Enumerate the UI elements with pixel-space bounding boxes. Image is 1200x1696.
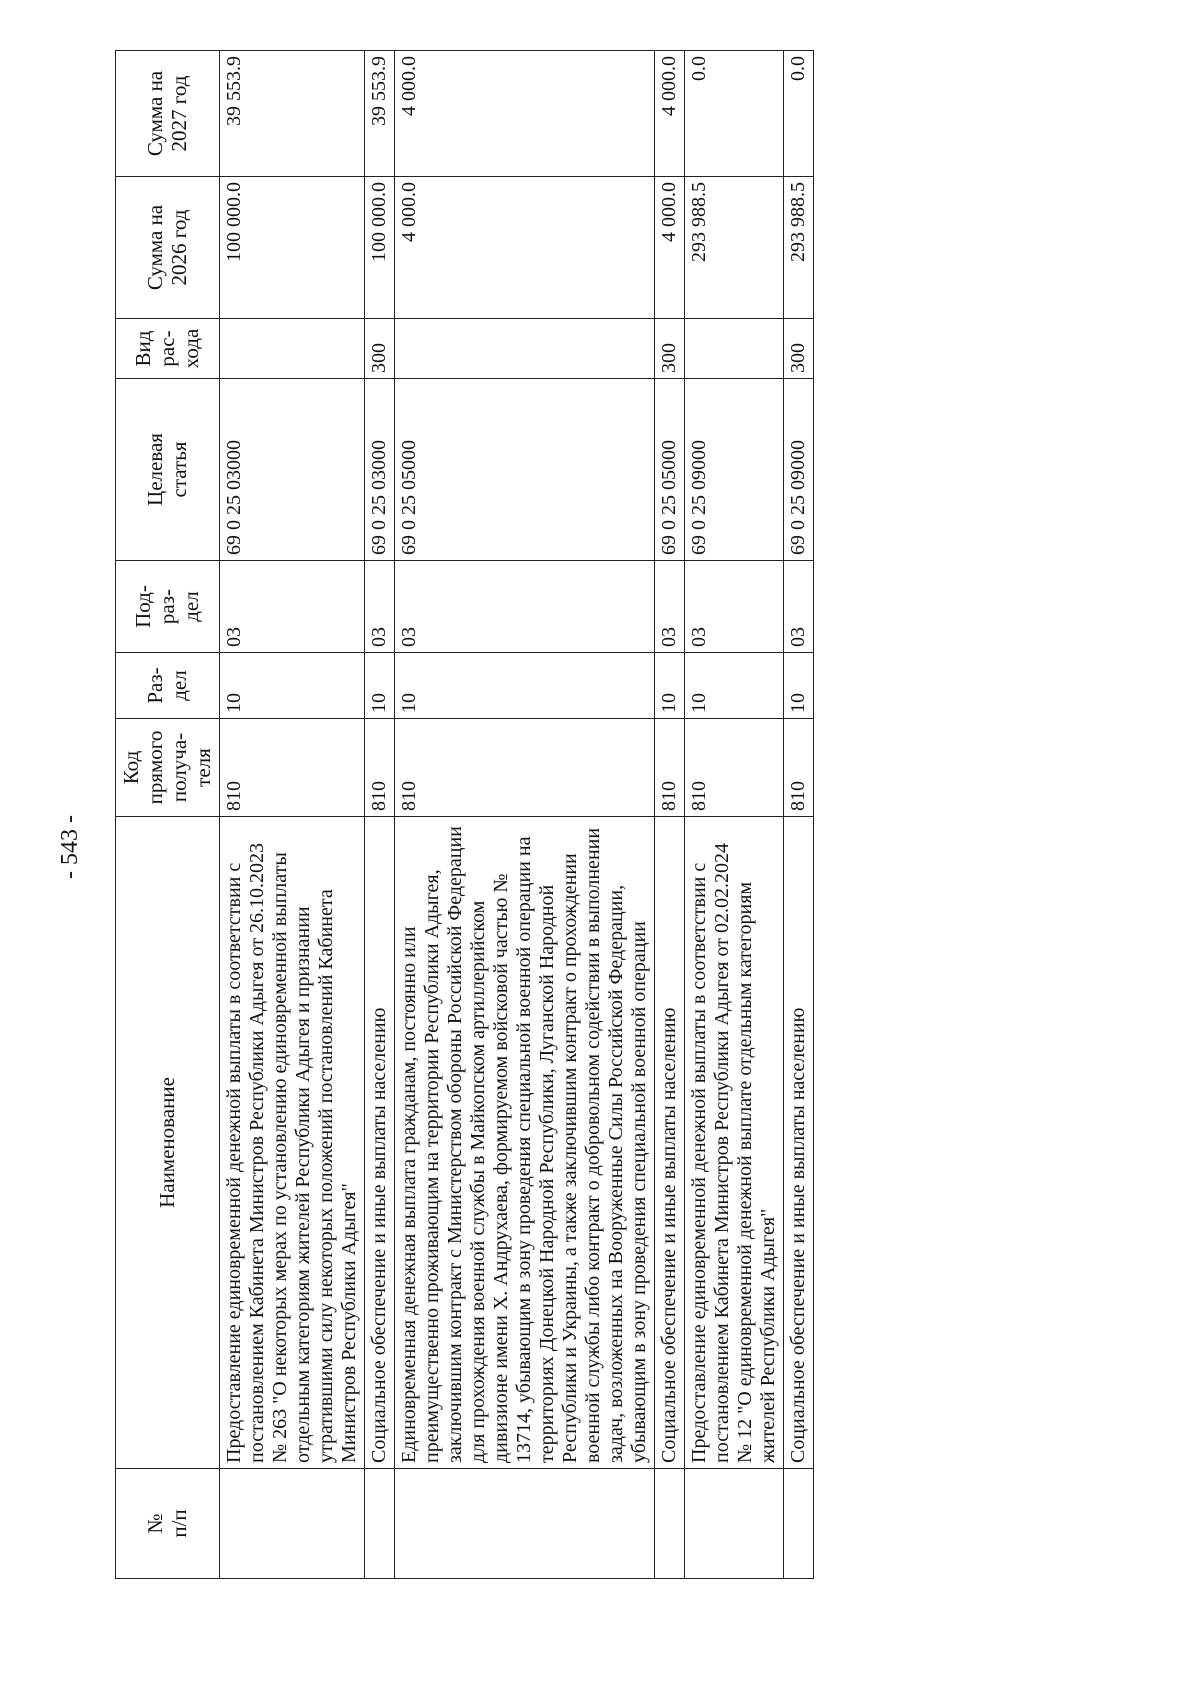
cell-kod: 810	[654, 719, 684, 817]
table-row	[654, 51, 684, 1579]
table-row	[219, 51, 364, 1579]
cell-no	[394, 1469, 654, 1579]
cell-sum2026: 100 000.0	[364, 177, 394, 319]
cell-name: Предоставление единовременной денежной выплаты в соответствии с постановлением Кабинета Министров Республики Адыгея от 26.10.2023 № 263 "О некоторых мерах по установлению единовременной выплаты отдельным категориям жителей Республики Адыгея и признании утратившими силу некоторых положений постановлений Кабинета Министров Республики Адыгея"	[219, 817, 364, 1469]
cell-sum2027: 4 000.0	[654, 51, 684, 177]
cell-name: Социальное обеспечение и иные выплаты населению	[364, 817, 394, 1469]
cell-sum2026: 4 000.0	[654, 177, 684, 319]
cell-razdel: 10	[394, 653, 654, 719]
column-header-vid: Вид рас- хода	[116, 319, 220, 379]
cell-no	[654, 1469, 684, 1579]
cell-celevaya: 69 0 25 09000	[783, 379, 813, 561]
cell-podrazdel: 03	[219, 561, 364, 653]
column-header-podrazdel: Под- раз- дел	[116, 561, 220, 653]
cell-celevaya: 69 0 25 05000	[654, 379, 684, 561]
cell-kod: 810	[783, 719, 813, 817]
table-row	[394, 51, 654, 1579]
cell-kod: 810	[219, 719, 364, 817]
cell-no	[684, 1469, 783, 1579]
cell-podrazdel: 03	[783, 561, 813, 653]
cell-vid	[684, 319, 783, 379]
cell-no	[219, 1469, 364, 1579]
cell-vid	[219, 319, 364, 379]
cell-name: Социальное обеспечение и иные выплаты населению	[783, 817, 813, 1469]
cell-sum2026: 293 988.5	[684, 177, 783, 319]
cell-podrazdel: 03	[654, 561, 684, 653]
table-body	[219, 51, 813, 1579]
cell-name: Предоставление единовременной денежной выплаты в соответствии с постановлением Кабинета Министров Республики Адыгея от 02.02.2024 № 12 "О единовременной денежной выплате отдельным категориям жителей Республики Адыгея"	[684, 817, 783, 1469]
budget-table	[115, 50, 814, 1579]
cell-name: Единовременная денежная выплата гражданам, постоянно или преимущественно проживающим на территории Республики Адыгея, заключившим контракт с Министерством обороны Российской Федерации для прохождения военной службы в Майкопском артиллерийском дивизионе имени Х. Андрухаева, формируемом войсковой частью № 13714, убывающим в зону проведения специальной военной операции на территориях Донецкой Народной Республики, Луганской Народной Республики и Украины, а также заключившим контракт о прохождении военной службы либо контракт о добровольном содействии в выполнении задач, возложенных на Вооруженные Силы Российской Федерации, убывающим в зону проведения специальной военной операции	[394, 817, 654, 1469]
table-header-row	[116, 51, 220, 1579]
cell-podrazdel: 03	[684, 561, 783, 653]
cell-podrazdel: 03	[364, 561, 394, 653]
page-number: - 543 -	[57, 815, 83, 879]
cell-kod: 810	[684, 719, 783, 817]
cell-vid: 300	[364, 319, 394, 379]
column-header-sum2027: Сумма на 2027 год	[116, 51, 220, 177]
cell-no	[783, 1469, 813, 1579]
cell-kod: 810	[364, 719, 394, 817]
cell-celevaya: 69 0 25 05000	[394, 379, 654, 561]
cell-name: Социальное обеспечение и иные выплаты населению	[654, 817, 684, 1469]
cell-razdel: 10	[684, 653, 783, 719]
column-header-razdel: Раз- дел	[116, 653, 220, 719]
cell-sum2026: 100 000.0	[219, 177, 364, 319]
table-row	[684, 51, 783, 1579]
cell-celevaya: 69 0 25 09000	[684, 379, 783, 561]
cell-podrazdel: 03	[394, 561, 654, 653]
table-row	[783, 51, 813, 1579]
cell-no	[364, 1469, 394, 1579]
rotated-page	[57, 56, 1058, 1579]
cell-celevaya: 69 0 25 03000	[219, 379, 364, 561]
column-header-celevaya: Целевая статья	[116, 379, 220, 561]
column-header-no: № п/п	[116, 1469, 220, 1579]
column-header-kod: Код прямого получа- теля	[116, 719, 220, 817]
cell-sum2027: 0.0	[783, 51, 813, 177]
column-header-name: Наименование	[116, 817, 220, 1469]
cell-vid	[394, 319, 654, 379]
cell-sum2027: 39 553.9	[219, 51, 364, 177]
cell-razdel: 10	[219, 653, 364, 719]
cell-kod: 810	[394, 719, 654, 817]
cell-celevaya: 69 0 25 03000	[364, 379, 394, 561]
cell-vid: 300	[654, 319, 684, 379]
cell-sum2026: 4 000.0	[394, 177, 654, 319]
cell-razdel: 10	[364, 653, 394, 719]
cell-razdel: 10	[654, 653, 684, 719]
column-header-sum2026: Сумма на 2026 год	[116, 177, 220, 319]
cell-sum2027: 39 553.9	[364, 51, 394, 177]
cell-sum2027: 0.0	[684, 51, 783, 177]
cell-sum2026: 293 988.5	[783, 177, 813, 319]
cell-razdel: 10	[783, 653, 813, 719]
table-row	[364, 51, 394, 1579]
cell-sum2027: 4 000.0	[394, 51, 654, 177]
cell-vid: 300	[783, 319, 813, 379]
